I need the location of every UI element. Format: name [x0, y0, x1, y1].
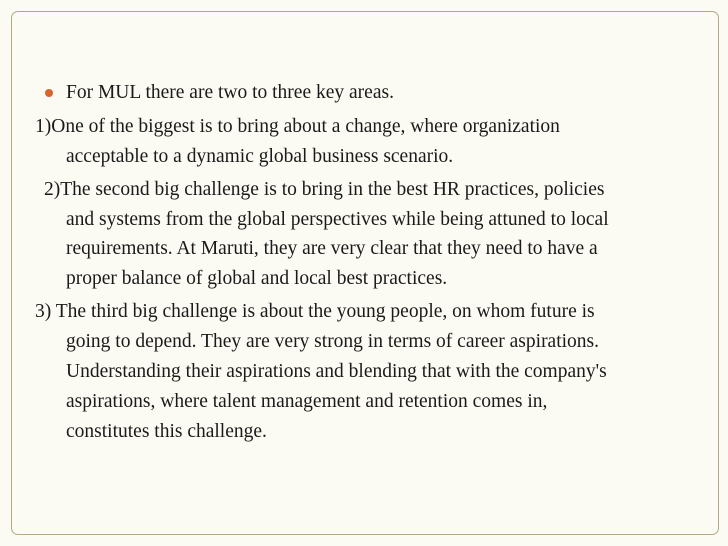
point-3-line-4: aspirations, where talent management and retention comes in,	[66, 391, 548, 412]
point-3-line-3: Understanding their aspirations and blending that with the company's	[66, 361, 607, 382]
point-2-line-2: and systems from the global perspectives while being attuned to local	[66, 209, 609, 230]
point-2-line-1: 2)The second big challenge is to bring in the best HR practices, policies	[44, 179, 605, 200]
point-2-line-3: requirements. At Maruti, they are very clear that they need to have a	[66, 238, 598, 259]
point-3-line-2: going to depend. They are very strong in terms of career aspirations.	[66, 331, 600, 352]
point-1-line-1: 1)One of the biggest is to bring about a change, where organization	[35, 116, 560, 137]
point-3-line-1: 3) The third big challenge is about the young people, on whom future is	[35, 301, 595, 322]
bullet-item-text: For MUL there are two to three key areas.	[66, 82, 394, 103]
bullet-icon	[45, 89, 53, 97]
point-1-line-2: acceptable to a dynamic global business scenario.	[66, 146, 454, 167]
point-2-line-4: proper balance of global and local best practices.	[66, 268, 448, 289]
point-3-line-5: constitutes this challenge.	[66, 421, 267, 442]
